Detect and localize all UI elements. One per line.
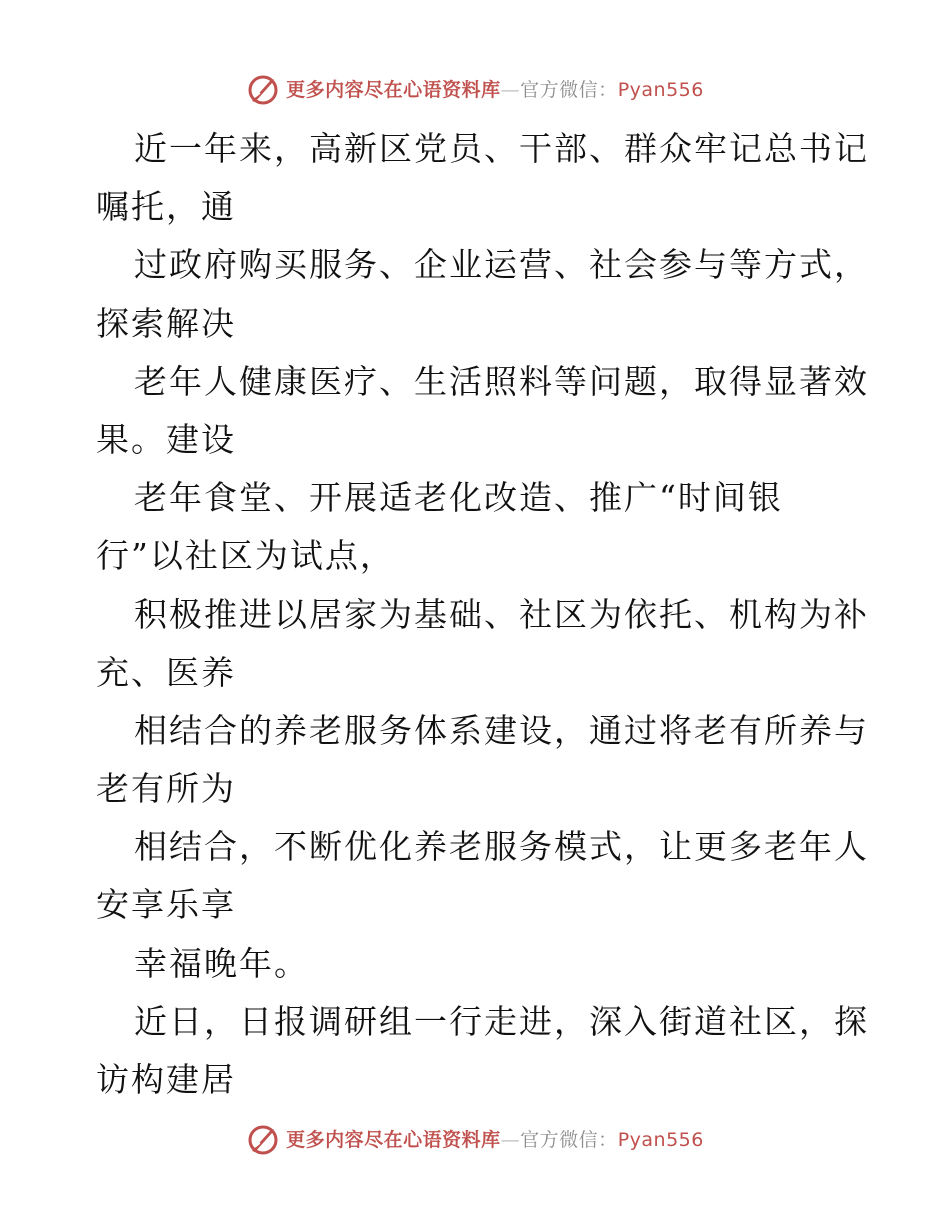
text-line: 老年食堂、开展适老化改造、推广“时间银 xyxy=(134,478,783,518)
watermark-wechat-id: Pyan556 xyxy=(617,1128,704,1151)
text-line: 访构建居 xyxy=(96,1060,236,1099)
text-line: 嘱托，通 xyxy=(96,187,236,227)
watermark-site: 更多内容尽在心语资料库 xyxy=(286,1128,501,1151)
text-line: 积极推进以居家为基础、社区为依托、机构为补 xyxy=(134,594,869,634)
watermark-wechat-id: Pyan556 xyxy=(617,78,704,101)
text-line: 相结合的养老服务体系建设，通过将老有所养与 xyxy=(134,710,869,750)
text-line: 老年人健康医疗、生活照料等问题，取得显著效 xyxy=(134,361,869,401)
watermark-site: 更多内容尽在心语资料库 xyxy=(286,78,501,101)
text-line: 近一年来，高新区党员、干部、群众牢记总书记 xyxy=(134,129,869,168)
footer-watermark xyxy=(0,1120,950,1160)
quill-pen-logo-icon xyxy=(246,1123,280,1157)
body-text xyxy=(96,120,869,1109)
text-line: 过政府购买服务、企业运营、社会参与等方式， xyxy=(134,245,869,285)
text-line: 充、医养 xyxy=(96,652,236,692)
quill-pen-logo-icon xyxy=(246,73,280,107)
text-line: 探索解决 xyxy=(96,303,236,343)
text-line: 行”以社区为试点， xyxy=(96,536,395,576)
header-watermark xyxy=(0,70,950,110)
watermark-text xyxy=(286,78,704,101)
text-line: 近日，日报调研组一行走进，深入街道社区，探 xyxy=(134,1001,869,1041)
watermark-dash: — xyxy=(500,1128,521,1151)
text-line: 相结合，不断优化养老服务模式，让更多老年人 xyxy=(134,827,869,867)
watermark-text xyxy=(286,1128,704,1151)
text-line: 老有所为 xyxy=(96,769,236,809)
text-line: 幸福晚年。 xyxy=(134,943,309,983)
text-line: 果。建设 xyxy=(96,419,236,459)
watermark-wechat-label: 官方微信： xyxy=(520,1128,618,1151)
watermark-wechat-label: 官方微信： xyxy=(520,78,618,101)
watermark-dash: — xyxy=(500,78,521,101)
text-line: 安享乐享 xyxy=(96,885,236,925)
